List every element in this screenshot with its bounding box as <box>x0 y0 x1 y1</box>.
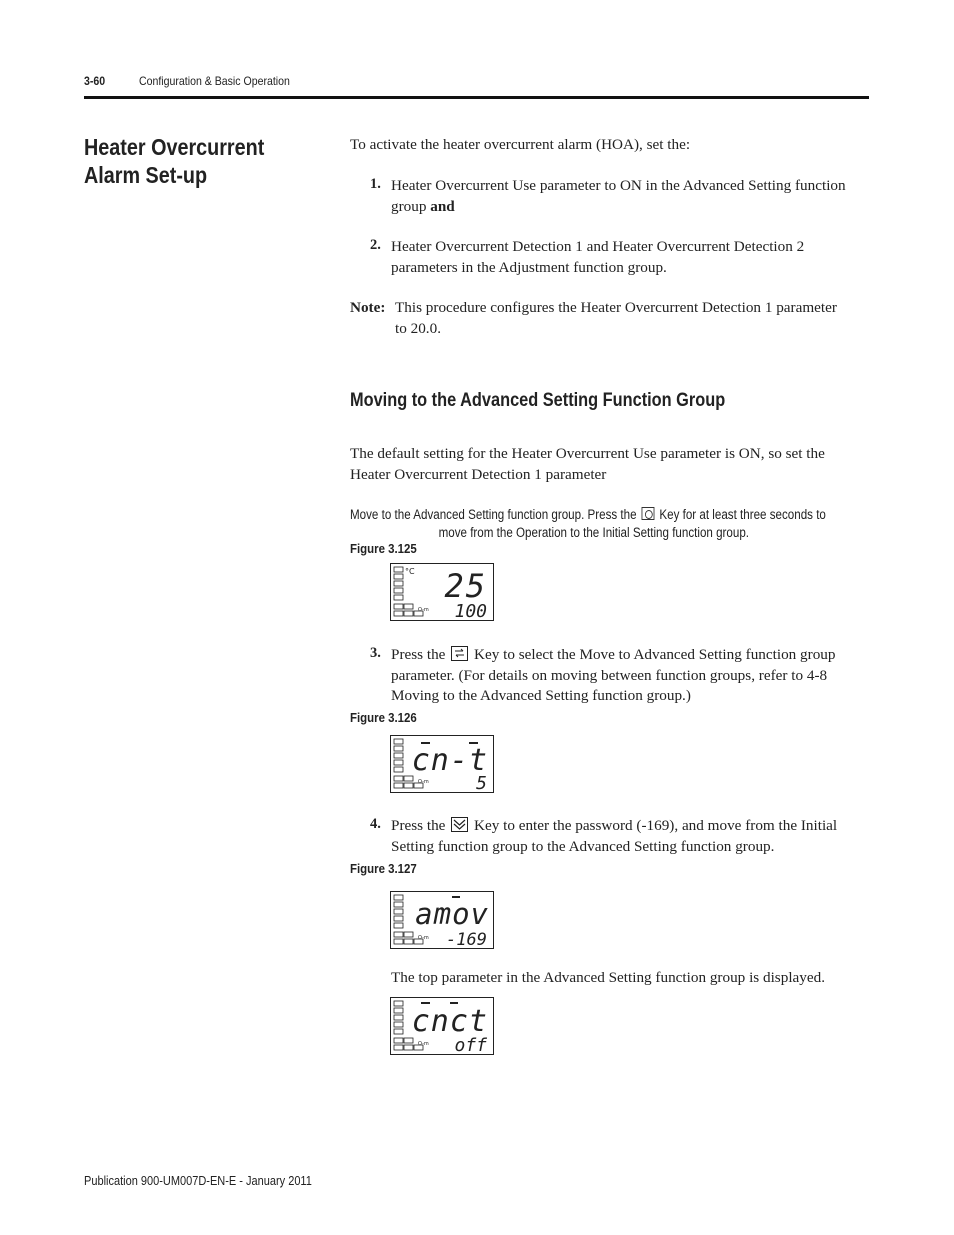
subsection-title: Moving to the Advanced Setting Function Group <box>350 390 726 411</box>
mode-key-icon <box>642 507 655 520</box>
step-4-text: Press the Key to enter the password (-169), and move from the Initial Setting function group to the Advanced Setting function group. <box>391 817 838 855</box>
subsection-paragraph: The default setting for the Heater Overcurrent Use parameter is ON, so set the Heater Overcurrent Detection 1 parameter <box>350 445 825 483</box>
final-text: The top parameter in the Advanced Setting function group is displayed. <box>391 969 825 986</box>
controller-display-3 <box>390 891 494 949</box>
display-4-bottom: off <box>454 1035 487 1055</box>
display-4-top: cnct <box>411 1004 488 1039</box>
display-2-bottom: 5 <box>476 773 487 793</box>
cycle-key-icon <box>451 646 468 661</box>
step-3-number: 3. <box>370 645 381 661</box>
controller-display-2 <box>390 735 494 793</box>
chapter-title: Configuration & Basic Operation <box>139 74 290 88</box>
figure-label-125: Figure 3.125 <box>350 541 417 556</box>
instruction-text: Move to the Advanced Setting function group. Press the Key for at least three seconds to move from the Operation to the Initial Setting function group. <box>350 507 826 540</box>
page-number: 3-60 <box>84 74 106 88</box>
display-2-top: cn-t <box>411 743 488 778</box>
figure-label-126: Figure 3.126 <box>350 710 417 725</box>
display-1-top: 25 <box>444 567 487 605</box>
display-3-top: amov <box>415 897 489 931</box>
header-divider <box>84 96 869 99</box>
section-title: Heater Overcurrent Alarm Set-up <box>84 134 265 188</box>
note-label: Note: <box>350 299 386 316</box>
svg-text:O-m: O-m <box>418 1041 429 1047</box>
step-2-text: Heater Overcurrent Detection 1 and Heater Overcurrent Detection 2 parameters in the Adjustment function group. <box>391 238 805 276</box>
step-1-number: 1. <box>370 176 381 192</box>
step-4-number: 4. <box>370 816 381 832</box>
step-2-number: 2. <box>370 237 381 253</box>
step-3-text: Press the Key to select the Move to Advanced Setting function group parameter. (For details on moving between function groups, refer to 4-8 Moving to the Advanced Setting function group.) <box>391 646 836 704</box>
publication-footer: Publication 900-UM007D-EN-E - January 2011 <box>84 1174 312 1188</box>
note-text: This procedure configures the Heater Overcurrent Detection 1 parameter to 20.0. <box>395 299 837 337</box>
intro-text: To activate the heater overcurrent alarm (HOA), set the: <box>350 136 691 153</box>
display-3-bottom: -169 <box>446 930 487 949</box>
unit-label: °C <box>405 567 415 576</box>
controller-display-1 <box>390 563 494 621</box>
step-1-text: Heater Overcurrent Use parameter to ON in the Advanced Setting function group and <box>391 177 846 215</box>
figure-label-127: Figure 3.127 <box>350 861 417 876</box>
svg-text:O-m: O-m <box>418 779 429 785</box>
svg-text:O-m: O-m <box>418 607 429 613</box>
display-1-bottom: 100 <box>454 601 487 621</box>
svg-text:O-m: O-m <box>418 935 429 941</box>
controller-display-4 <box>390 997 494 1055</box>
down-key-icon <box>451 817 468 832</box>
